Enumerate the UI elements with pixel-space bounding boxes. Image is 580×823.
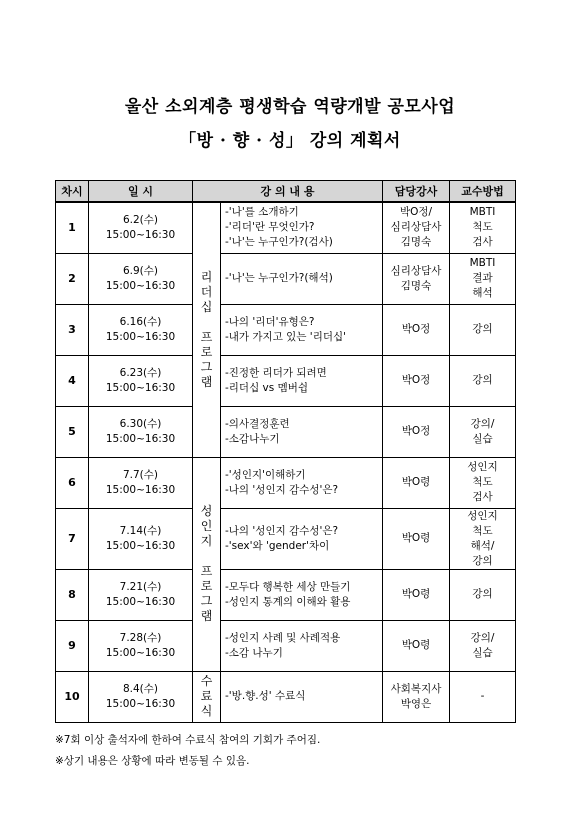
session-date: 6.30(수) [119, 417, 162, 430]
session-time: 15:00~16:30 [105, 330, 176, 343]
teaching-method [450, 620, 516, 671]
content-line: -'나'는 누구인가?(검사) [225, 236, 333, 249]
program-group-char: 프 [200, 329, 213, 344]
document-title: 울산 소외계층 평생학습 역량개발 공모사업 [124, 97, 456, 117]
session-number: 7 [56, 508, 89, 569]
instructor-line: 박O정 [401, 374, 431, 386]
method-line: 강의 [472, 323, 493, 335]
content-line: -'나'를 소개하기 [225, 206, 299, 219]
session-date: 7.14(수) [119, 524, 162, 537]
instructor-line: 박O정/ [399, 206, 433, 219]
instructor [383, 355, 450, 406]
lecture-content [221, 508, 383, 569]
header-date: 일 시 [89, 181, 193, 203]
content-line: -소감 나누기 [225, 646, 283, 659]
table-row [56, 253, 516, 304]
session-time: 15:00~16:30 [105, 483, 176, 496]
session-datetime [89, 253, 193, 304]
instructor [383, 620, 450, 671]
method-line: MBTI [469, 257, 496, 269]
session-time: 15:00~16:30 [105, 228, 176, 241]
table-header-row [56, 181, 516, 203]
teaching-method [450, 355, 516, 406]
program-group-char: 수 [200, 674, 213, 688]
document-subtitle: 「방 · 향 · 성」 강의 계획서 [179, 131, 401, 151]
program-group-char: 그 [200, 594, 213, 608]
content-line: -진정한 리더가 되려면 [225, 366, 327, 379]
teaching-method [450, 671, 516, 722]
table-row [56, 671, 516, 722]
session-number: 3 [56, 304, 89, 355]
teaching-method [450, 253, 516, 304]
method-line: 결과 [472, 272, 493, 284]
method-line: 강의 [472, 588, 493, 600]
method-line: - [480, 690, 485, 702]
lecture-plan-table [55, 180, 516, 723]
method-line: 강의/ [470, 417, 495, 430]
program-group-char: 식 [200, 704, 213, 718]
instructor-line: 박O령 [401, 588, 431, 600]
program-group-char: 로 [200, 344, 213, 359]
instructor [383, 253, 450, 304]
session-datetime [89, 355, 193, 406]
session-datetime [89, 569, 193, 620]
content-line: -리더십 vs 멤버쉽 [225, 381, 309, 394]
program-group [193, 671, 221, 722]
teaching-method [450, 569, 516, 620]
program-group [193, 202, 221, 457]
table-row [56, 355, 516, 406]
instructor-line: 김명숙 [400, 279, 432, 292]
teaching-method [450, 457, 516, 508]
content-line: -성인지 통계의 이해와 활용 [225, 595, 351, 608]
program-group-char: 인 [200, 519, 213, 533]
content-line: -의사결정훈련 [225, 417, 290, 430]
method-line: 척도 [472, 476, 493, 488]
teaching-method [450, 508, 516, 569]
content-line: -성인지 사례 및 사례적용 [225, 631, 341, 644]
note-2: ※상기 내용은 상황에 따라 변동될 수 있음. [55, 755, 250, 767]
session-time: 15:00~16:30 [105, 646, 176, 659]
content-line: -나의 '성인지 감수성'은? [225, 524, 339, 537]
instructor [383, 508, 450, 569]
instructor-line: 박O령 [401, 476, 431, 488]
session-time: 15:00~16:30 [105, 381, 176, 394]
session-time: 15:00~16:30 [105, 539, 176, 552]
session-date: 8.4(수) [122, 682, 159, 695]
header-content: 강 의 내 용 [193, 181, 383, 203]
instructor-line: 박O정 [401, 323, 431, 335]
table-row [56, 569, 516, 620]
program-group-char: 성 [200, 504, 213, 518]
session-date: 6.23(수) [119, 366, 162, 379]
program-group-char: 램 [200, 374, 213, 389]
session-number: 2 [56, 253, 89, 304]
lecture-content [221, 671, 383, 722]
session-datetime [89, 671, 193, 722]
content-line: -나의 '리더'유형은? [225, 315, 315, 328]
session-datetime [89, 620, 193, 671]
program-group-char: 지 [200, 534, 213, 548]
session-date: 6.9(수) [122, 264, 159, 277]
program-group-char: 로 [200, 579, 213, 593]
session-date: 7.28(수) [119, 631, 162, 644]
lecture-content [221, 620, 383, 671]
instructor [383, 671, 450, 722]
session-time: 15:00~16:30 [105, 432, 176, 445]
instructor [383, 406, 450, 457]
instructor-line: 박O령 [401, 532, 431, 544]
instructor [383, 304, 450, 355]
table-row [56, 457, 516, 508]
session-date: 6.2(수) [122, 213, 159, 226]
method-line: 해석/ [470, 539, 495, 552]
content-line: -내가 가지고 있는 '리더십' [225, 330, 347, 343]
method-line: 실습 [472, 646, 493, 659]
lecture-content [221, 355, 383, 406]
table-row [56, 406, 516, 457]
content-line: -'나'는 누구인가?(해석) [225, 272, 333, 284]
program-group-char: 리 [200, 269, 213, 284]
session-number: 9 [56, 620, 89, 671]
program-group-char: 더 [200, 284, 213, 299]
header-method: 교수방법 [450, 181, 516, 203]
instructor [383, 202, 450, 253]
instructor-line: 박O정 [401, 425, 431, 437]
instructor-line: 심리상담사 [390, 264, 442, 277]
lecture-content [221, 202, 383, 253]
method-line: 실습 [472, 432, 493, 445]
program-group [193, 457, 221, 671]
teaching-method [450, 202, 516, 253]
session-number: 5 [56, 406, 89, 457]
program-group-char: 료 [200, 689, 213, 703]
header-instructor: 담당강사 [383, 181, 450, 203]
session-time: 15:00~16:30 [105, 279, 176, 292]
table-row [56, 304, 516, 355]
session-number: 4 [56, 355, 89, 406]
session-number: 6 [56, 457, 89, 508]
session-datetime [89, 508, 193, 569]
instructor-line: 심리상담사 [390, 221, 442, 234]
instructor-line: 사회복지사 [390, 682, 442, 695]
content-line: -'리더'란 무엇인가? [225, 221, 315, 234]
session-time: 15:00~16:30 [105, 595, 176, 608]
session-datetime [89, 406, 193, 457]
session-date: 6.16(수) [119, 315, 162, 328]
method-line: 성인지 [467, 461, 498, 473]
content-line: -소감나누기 [225, 432, 280, 445]
session-date: 7.21(수) [119, 580, 162, 593]
note-1: ※7회 이상 출석자에 한하여 수료식 참여의 기회가 주어짐. [55, 734, 321, 746]
method-line: 강의 [472, 554, 493, 567]
method-line: 척도 [472, 524, 493, 537]
session-date: 7.7(수) [122, 468, 159, 481]
session-number: 10 [56, 671, 89, 722]
content-line: -'방.향.성' 수료식 [225, 690, 306, 702]
lecture-content [221, 569, 383, 620]
content-line: -'sex'와 'gender'차이 [225, 539, 330, 552]
lecture-content [221, 253, 383, 304]
teaching-method [450, 304, 516, 355]
method-line: 강의/ [470, 631, 495, 644]
method-line: 강의 [472, 374, 493, 386]
lecture-content [221, 304, 383, 355]
session-number: 8 [56, 569, 89, 620]
instructor-line: 김명숙 [400, 236, 432, 249]
notes [55, 730, 535, 772]
method-line: 검사 [472, 236, 493, 249]
content-line: -나의 '성인지 감수성'은? [225, 483, 339, 496]
content-line: -'성인지'이해하기 [225, 468, 306, 481]
table-row [56, 508, 516, 569]
program-group-char: 프 [200, 564, 213, 578]
session-datetime [89, 304, 193, 355]
method-line: 성인지 [467, 509, 498, 522]
session-number: 1 [56, 202, 89, 253]
method-line: 검사 [472, 491, 493, 503]
lecture-content [221, 457, 383, 508]
method-line: 척도 [472, 221, 493, 234]
method-line: 해석 [472, 287, 493, 299]
program-group-char: 그 [200, 359, 213, 374]
program-group-char: 램 [200, 609, 213, 623]
session-time: 15:00~16:30 [105, 697, 176, 710]
session-datetime [89, 202, 193, 253]
header-session: 차시 [56, 181, 89, 203]
table-row [56, 202, 516, 253]
teaching-method [450, 406, 516, 457]
program-group-char [193, 549, 220, 564]
session-datetime [89, 457, 193, 508]
lecture-content [221, 406, 383, 457]
instructor [383, 569, 450, 620]
table-row [56, 620, 516, 671]
instructor [383, 457, 450, 508]
content-line: -모두다 행복한 세상 만들기 [225, 580, 351, 593]
method-line: MBTI [469, 206, 496, 219]
program-group-char: 십 [200, 299, 213, 314]
instructor-line: 박영은 [400, 697, 432, 710]
instructor-line: 박O령 [401, 639, 431, 651]
program-group-char [193, 315, 220, 330]
